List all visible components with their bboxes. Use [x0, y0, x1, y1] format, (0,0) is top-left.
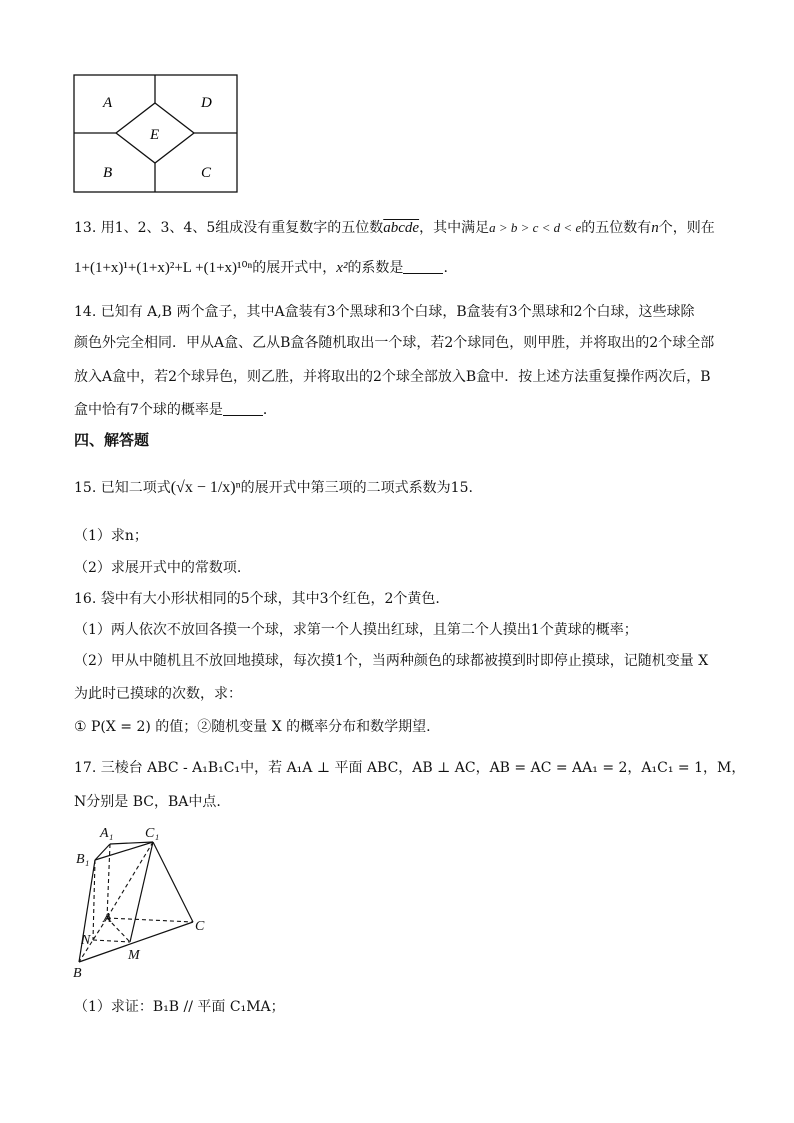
q16-part2b: 为此时已摸球的次数，求： [74, 686, 242, 702]
label-c: C [201, 165, 212, 181]
q14-line3: 放入A盒中，若2个球异色，则乙胜，并将取出的2个球全部放入B盒中．按上述方法重复操作两次后，B [74, 369, 711, 385]
edge-ac [107, 918, 193, 922]
five-digit-number: abcde [383, 220, 420, 236]
vertex-b: B [73, 966, 82, 981]
q16-stem: 16. 袋中有大小形状相同的5个球，其中3个红色，2个黄色. [74, 591, 440, 607]
binomial-expression: (√x − 1/x)ⁿ [170, 479, 241, 496]
vertex-n: N [81, 933, 91, 948]
q17-line2: N分别是 BC，BA中点. [74, 794, 221, 810]
q14-line2: 颜色外完全相同．甲从A盒、乙从B盒各随机取出一个球，若2个球同色，则甲胜，并将取出的2个球全部 [74, 335, 715, 351]
vertex-m: M [128, 948, 140, 963]
q16-part2: （2）甲从中随机且不放回地摸球，每次摸1个，当两种颜色的球都被摸到时即停止摸球，记随机变量 X [74, 653, 709, 669]
q15-part2: （2）求展开式中的常数项. [74, 560, 242, 576]
q17-line1: 17. 三棱台 ABC - A₁B₁C₁中，若 A₁A ⊥ 平面 ABC，AB ⊥ AC，AB = AC = AA₁ = 2，A₁C₁ = 1，M， [74, 760, 746, 776]
q16-part2c: ① P(X = 2) 的值；②随机变量 X 的概率分布和数学期望. [74, 719, 431, 735]
vertex-c: C [195, 919, 205, 934]
vertex-c1: C₁ [145, 826, 160, 841]
series-expression: 1+(1+x)¹+(1+x)²+L +(1+x)¹⁰ⁿ [74, 260, 253, 276]
edge-nm [93, 940, 130, 942]
label-d: D [201, 95, 212, 111]
label-b: B [103, 165, 113, 181]
answer-blank-14[interactable] [223, 401, 263, 416]
vertex-a1: A₁ [100, 826, 114, 841]
q14-line1: 14. 已知有 A,B 两个盒子，其中A盒装有3个黑球和3个白球，B盒装有3个黑球和2个白球，这些球除 [74, 304, 695, 320]
q16-part1: （1）两人依次不放回各摸一个球，求第一个人摸出红球，且第二个人摸出1个黄球的概率； [74, 622, 638, 638]
section-heading: 四、解答题 [74, 431, 150, 449]
answer-blank-13[interactable] [403, 259, 443, 274]
q17-part1: （1）求证：B₁B // 平面 C₁MA； [74, 999, 285, 1015]
region-diagram [70, 70, 245, 200]
edge-c1m [130, 842, 153, 942]
vertex-b1: B₁ [76, 852, 90, 867]
q13-line1: 13. 用1、2、3、4、5组成没有重复数字的五位数abcde，其中满足a > b > c < d < e的五位数有n个，则在 [74, 220, 715, 236]
q15-stem: 15. 已知二项式(√x − 1/x)ⁿ的展开式中第三项的二项式系数为15. [74, 479, 473, 496]
label-e: E [150, 127, 160, 143]
label-a: A [103, 95, 113, 111]
frustum-diagram [70, 822, 220, 982]
q14-line4: 盒中恰有7个球的概率是 ． [74, 402, 277, 418]
edge-c1a [107, 842, 153, 918]
digit-condition: a > b > c < d < e [489, 220, 582, 235]
edge-c1c [153, 842, 193, 922]
vertex-a: A [103, 911, 112, 926]
q13-line2: 1+(1+x)¹+(1+x)²+L +(1+x)¹⁰ⁿ的展开式中，x²的系数是 . [74, 260, 448, 276]
q15-part1: （1）求n； [74, 528, 148, 544]
